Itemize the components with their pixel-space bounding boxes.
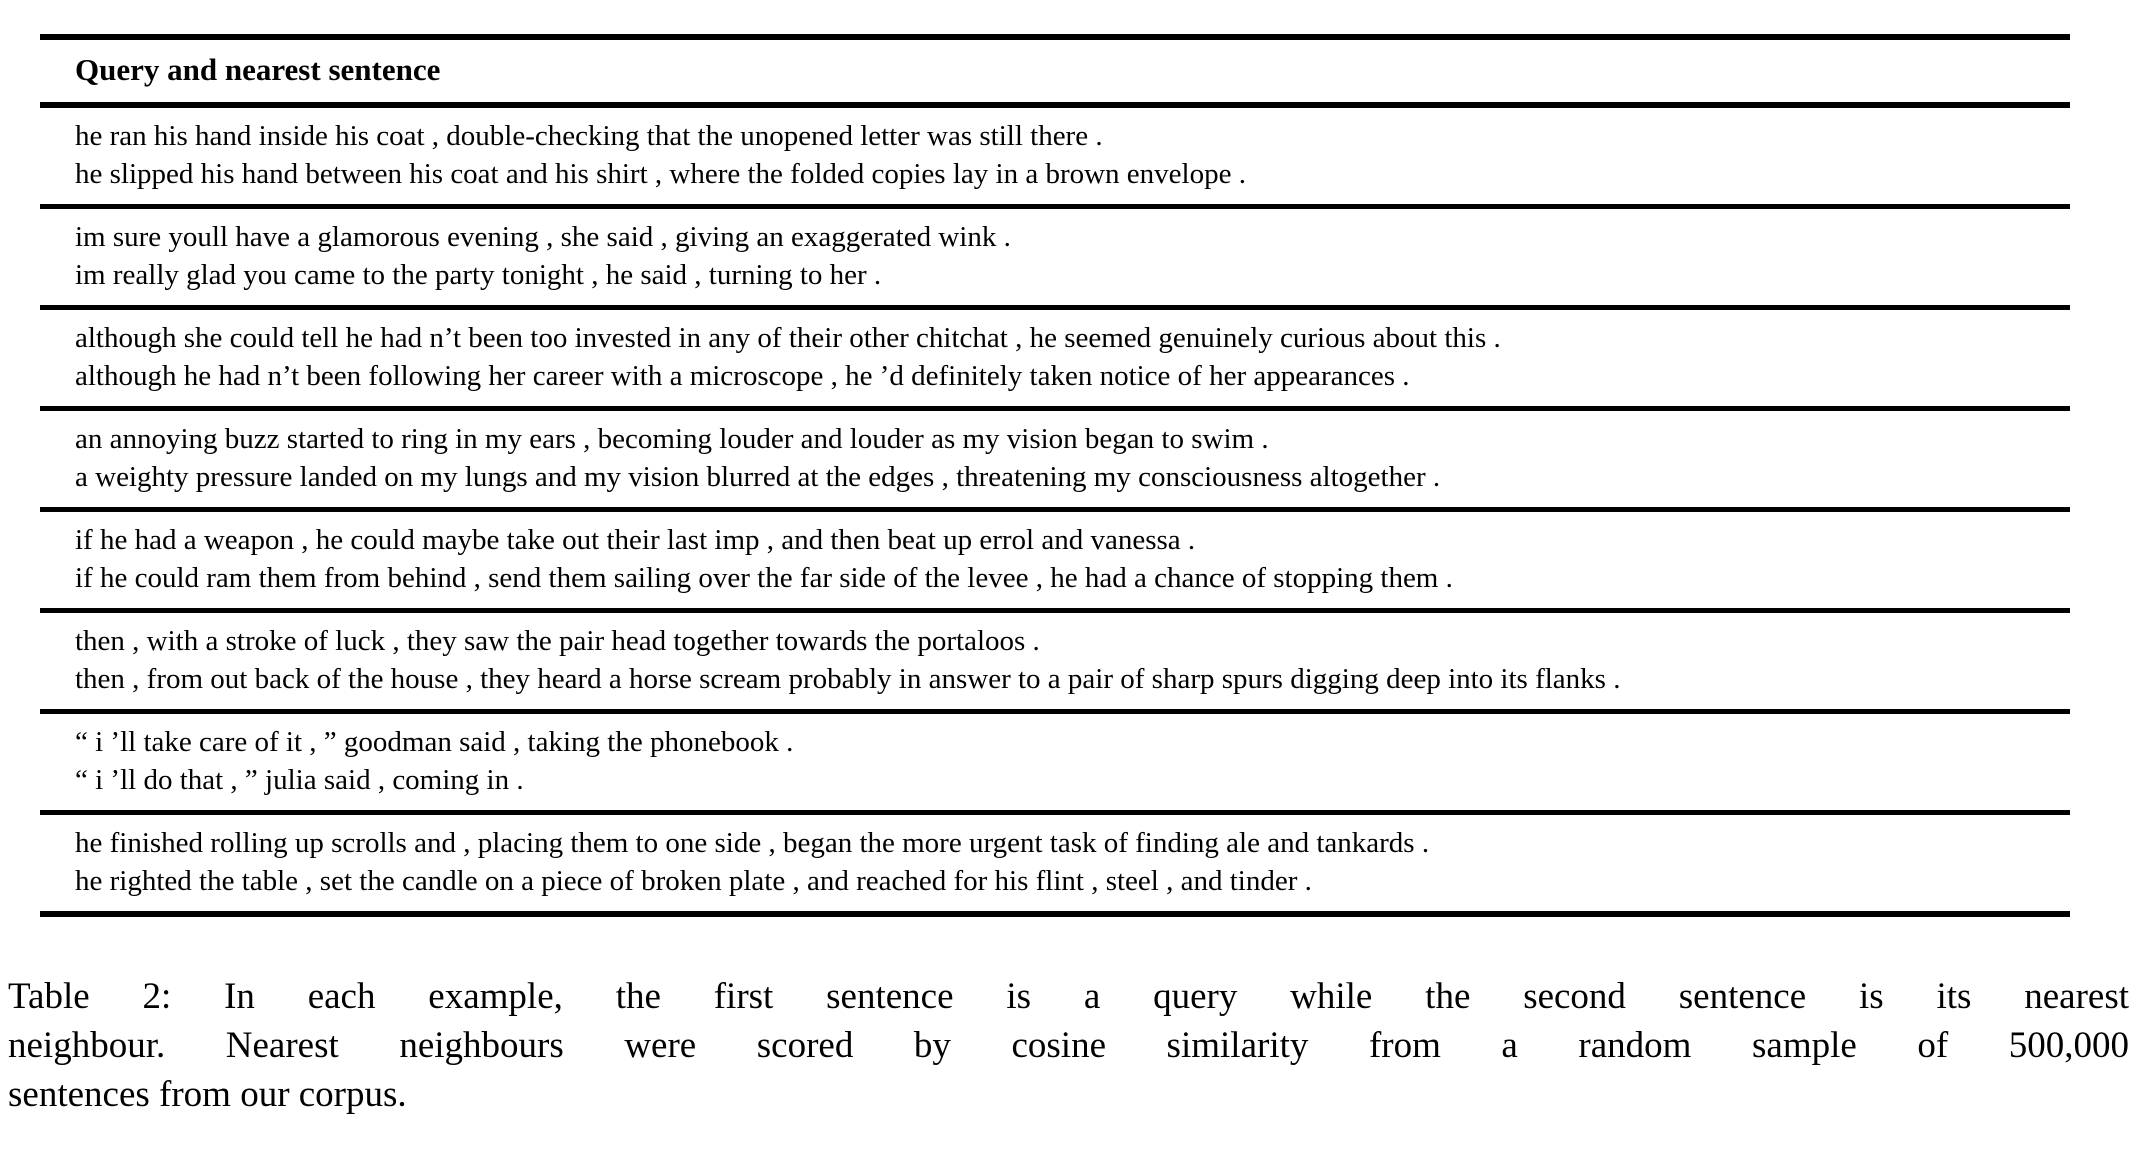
table-row xyxy=(40,108,2070,204)
table-row xyxy=(40,209,2070,305)
query-sentence: although she could tell he had n’t been too invested in any of their other chitchat , he seemed genuinely curious about this . xyxy=(75,322,1501,354)
query-sentence: im sure youll have a glamorous evening , she said , giving an exaggerated wink . xyxy=(75,221,1011,253)
neighbour-sentence: he slipped his hand between his coat and his shirt , where the folded copies lay in a brown envelope . xyxy=(75,158,1246,190)
query-sentence: he finished rolling up scrolls and , placing them to one side , began the more urgent task of finding ale and tankards . xyxy=(75,827,1430,859)
table-row xyxy=(40,512,2070,608)
neighbour-sentence: im really glad you came to the party tonight , he said , turning to her . xyxy=(75,259,882,291)
caption-line: neighbour. Nearest neighbours were scored by cosine similarity from a random sample of 500,000 xyxy=(8,1025,2129,1066)
table-header: Query and nearest sentence xyxy=(75,52,441,87)
query-sentence: an annoying buzz started to ring in my ears , becoming louder and louder as my vision began to swim . xyxy=(75,423,1269,455)
neighbour-sentence: then , from out back of the house , they heard a horse scream probably in answer to a pair of sharp spurs digging deep into its flanks . xyxy=(75,663,1621,695)
table-row xyxy=(40,411,2070,507)
query-sentence: he ran his hand inside his coat , double-checking that the unopened letter was still there . xyxy=(75,120,1103,152)
query-sentence: then , with a stroke of luck , they saw the pair head together towards the portaloos . xyxy=(75,625,1040,657)
table-bottom-rule xyxy=(40,911,2070,917)
neighbour-sentence: if he could ram them from behind , send them sailing over the far side of the levee , he had a chance of stopping them . xyxy=(75,562,1453,594)
neighbour-sentence: “ i ’ll do that , ” julia said , coming in . xyxy=(75,764,524,796)
neighbour-sentence: although he had n’t been following her career with a microscope , he ’d definitely taken notice of her appearances . xyxy=(75,360,1410,392)
table-row xyxy=(40,714,2070,810)
query-sentence: “ i ’ll take care of it , ” goodman said , taking the phonebook . xyxy=(75,726,794,758)
query-sentence: if he had a weapon , he could maybe take out their last imp , and then beat up errol and vanessa . xyxy=(75,524,1196,556)
results-table xyxy=(40,34,2070,917)
neighbour-sentence: he righted the table , set the candle on a piece of broken plate , and reached for his flint , steel , and tinder . xyxy=(75,865,1312,897)
caption-line: sentences from our corpus. xyxy=(8,1074,407,1115)
neighbour-sentence: a weighty pressure landed on my lungs and my vision blurred at the edges , threatening my consciousness altogether . xyxy=(75,461,1441,493)
caption-line: Table 2: In each example, the first sentence is a query while the second sentence is its nearest xyxy=(8,976,2129,1017)
table-caption xyxy=(8,972,2129,1119)
table-row xyxy=(40,815,2070,911)
table-row xyxy=(40,310,2070,406)
table-row xyxy=(40,613,2070,709)
